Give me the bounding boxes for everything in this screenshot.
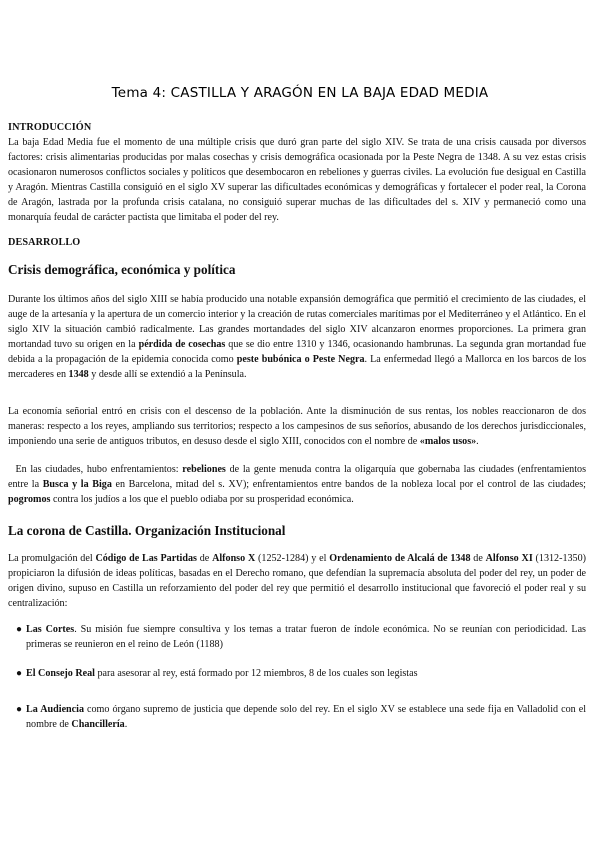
list-item-text: Las Cortes. Su misión fue siempre consultiva y los temas a tratar fueron de índole económica. No se reunían con periodicidad. Las primeras se reunieron en el reino de León (1188)	[26, 624, 586, 650]
bullet-icon: ●	[16, 704, 23, 715]
crisis-paragraph-1: Durante los últimos años del siglo XIII se había producido una notable expansión demográfica que permitió el crecimiento de las ciudades, el auge de la artesanía y la apertura de un comercio interior y la creación de rutas comerciales marítimas por el Mediterráneo y el Atlántico. En el siglo XIV la situación cambió radicalmente. Las grandes mortandades del siglo XIV alcanzaron enormes proporciones. La primera gran mortandad tuvo su origen en la pérdida de cosechas que se dio entre 1310 y 1346, ocasionando hambrunas. La segunda gran mortandad fue debida a la propagación de la epidemia conocida como peste bubónica o Peste Negra. La enfermedad llegó a Mallorca en los barcos de los mercaderes en 1348 y desde allí se extendió a la Península.	[8, 294, 587, 380]
crisis-heading: Crisis demográfica, económica y política	[8, 262, 236, 277]
corona-paragraph-1: La promulgación del Código de Las Partidas de Alfonso X (1252-1284) y el Ordenamiento de Alcalá de 1348 de Alfonso XI (1312-1350) propiciaron la difusión de ideas políticas, basadas en el Derecho romano, que defendían la supremacía absoluta del poder del rey, un poder de origen divino, supuso en Castilla un reforzamiento del poder del rey que permitió el desarrollo institucional que favoreció el poder real y su centralización:	[8, 553, 587, 609]
bullet-icon: ●	[16, 624, 23, 635]
desarrollo-heading: DESARROLLO	[8, 237, 81, 248]
bullet-icon: ●	[16, 668, 23, 679]
intro-heading: INTRODUCCIÓN	[8, 122, 92, 133]
document-title: Tema 4: CASTILLA Y ARAGÓN EN LA BAJA EDAD MEDIA	[111, 85, 489, 101]
crisis-paragraph-2: La economía señorial entró en crisis con el descenso de la población. Ante la disminución de sus rentas, los nobles reaccionaron de dos maneras: respecto a los reyes, ampliando sus territorios; respecto a los campesinos de sus señoríos, abusando de los derechos jurisdiccionales, imponiendo una serie de antiguos tributos, en desuso desde el siglo XIII, conocidos con el nombre de «malos usos».	[8, 406, 586, 447]
crisis-paragraph-3: En las ciudades, hubo enfrentamientos: rebeliones de la gente menuda contra la oligarquía que gobernaba las ciudades (enfrentamientos entre la Busca y la Biga en Barcelona, mitad del s. XV); enfrentamientos entre bandos de la nobleza local por el control de las ciudades; pogromos contra los judíos a los que el pueblo odiaba por su prosperidad económica.	[8, 464, 589, 505]
list-item-text: La Audiencia como órgano supremo de justicia que depende solo del rey. En el siglo XV se establece una sede fija en Valladolid con el nombre de Chancillería.	[26, 704, 586, 730]
intro-paragraph: La baja Edad Media fue el momento de una múltiple crisis que duró gran parte del siglo XIV. Se trata de una crisis causada por diversos factores: crisis alimentarias producidas por malas cosechas y crisis demográfica ocasionada por la Peste Negra de 1348. A su vez estas crisis ocasionaron numerosos conflictos sociales y políticos que desembocaron en rebeliones y guerras civiles. La evolución fue desigual en Castilla y Aragón. Mientras Castilla consiguió en el siglo XV superar las dificultades económicas y demográficas y fortalecer el poder real, la Corona de Aragón, lastrada por la profunda crisis catalana, no consiguió superar muchas de las dificultades del s. XIV y permaneció como una monarquía feudal de carácter pactista que limitaba el poder del rey.	[8, 137, 586, 223]
corona-heading: La corona de Castilla. Organización Institucional	[8, 523, 286, 538]
list-item-text: El Consejo Real para asesorar al rey, está formado por 12 miembros, 8 de los cuales son legistas	[26, 668, 418, 679]
